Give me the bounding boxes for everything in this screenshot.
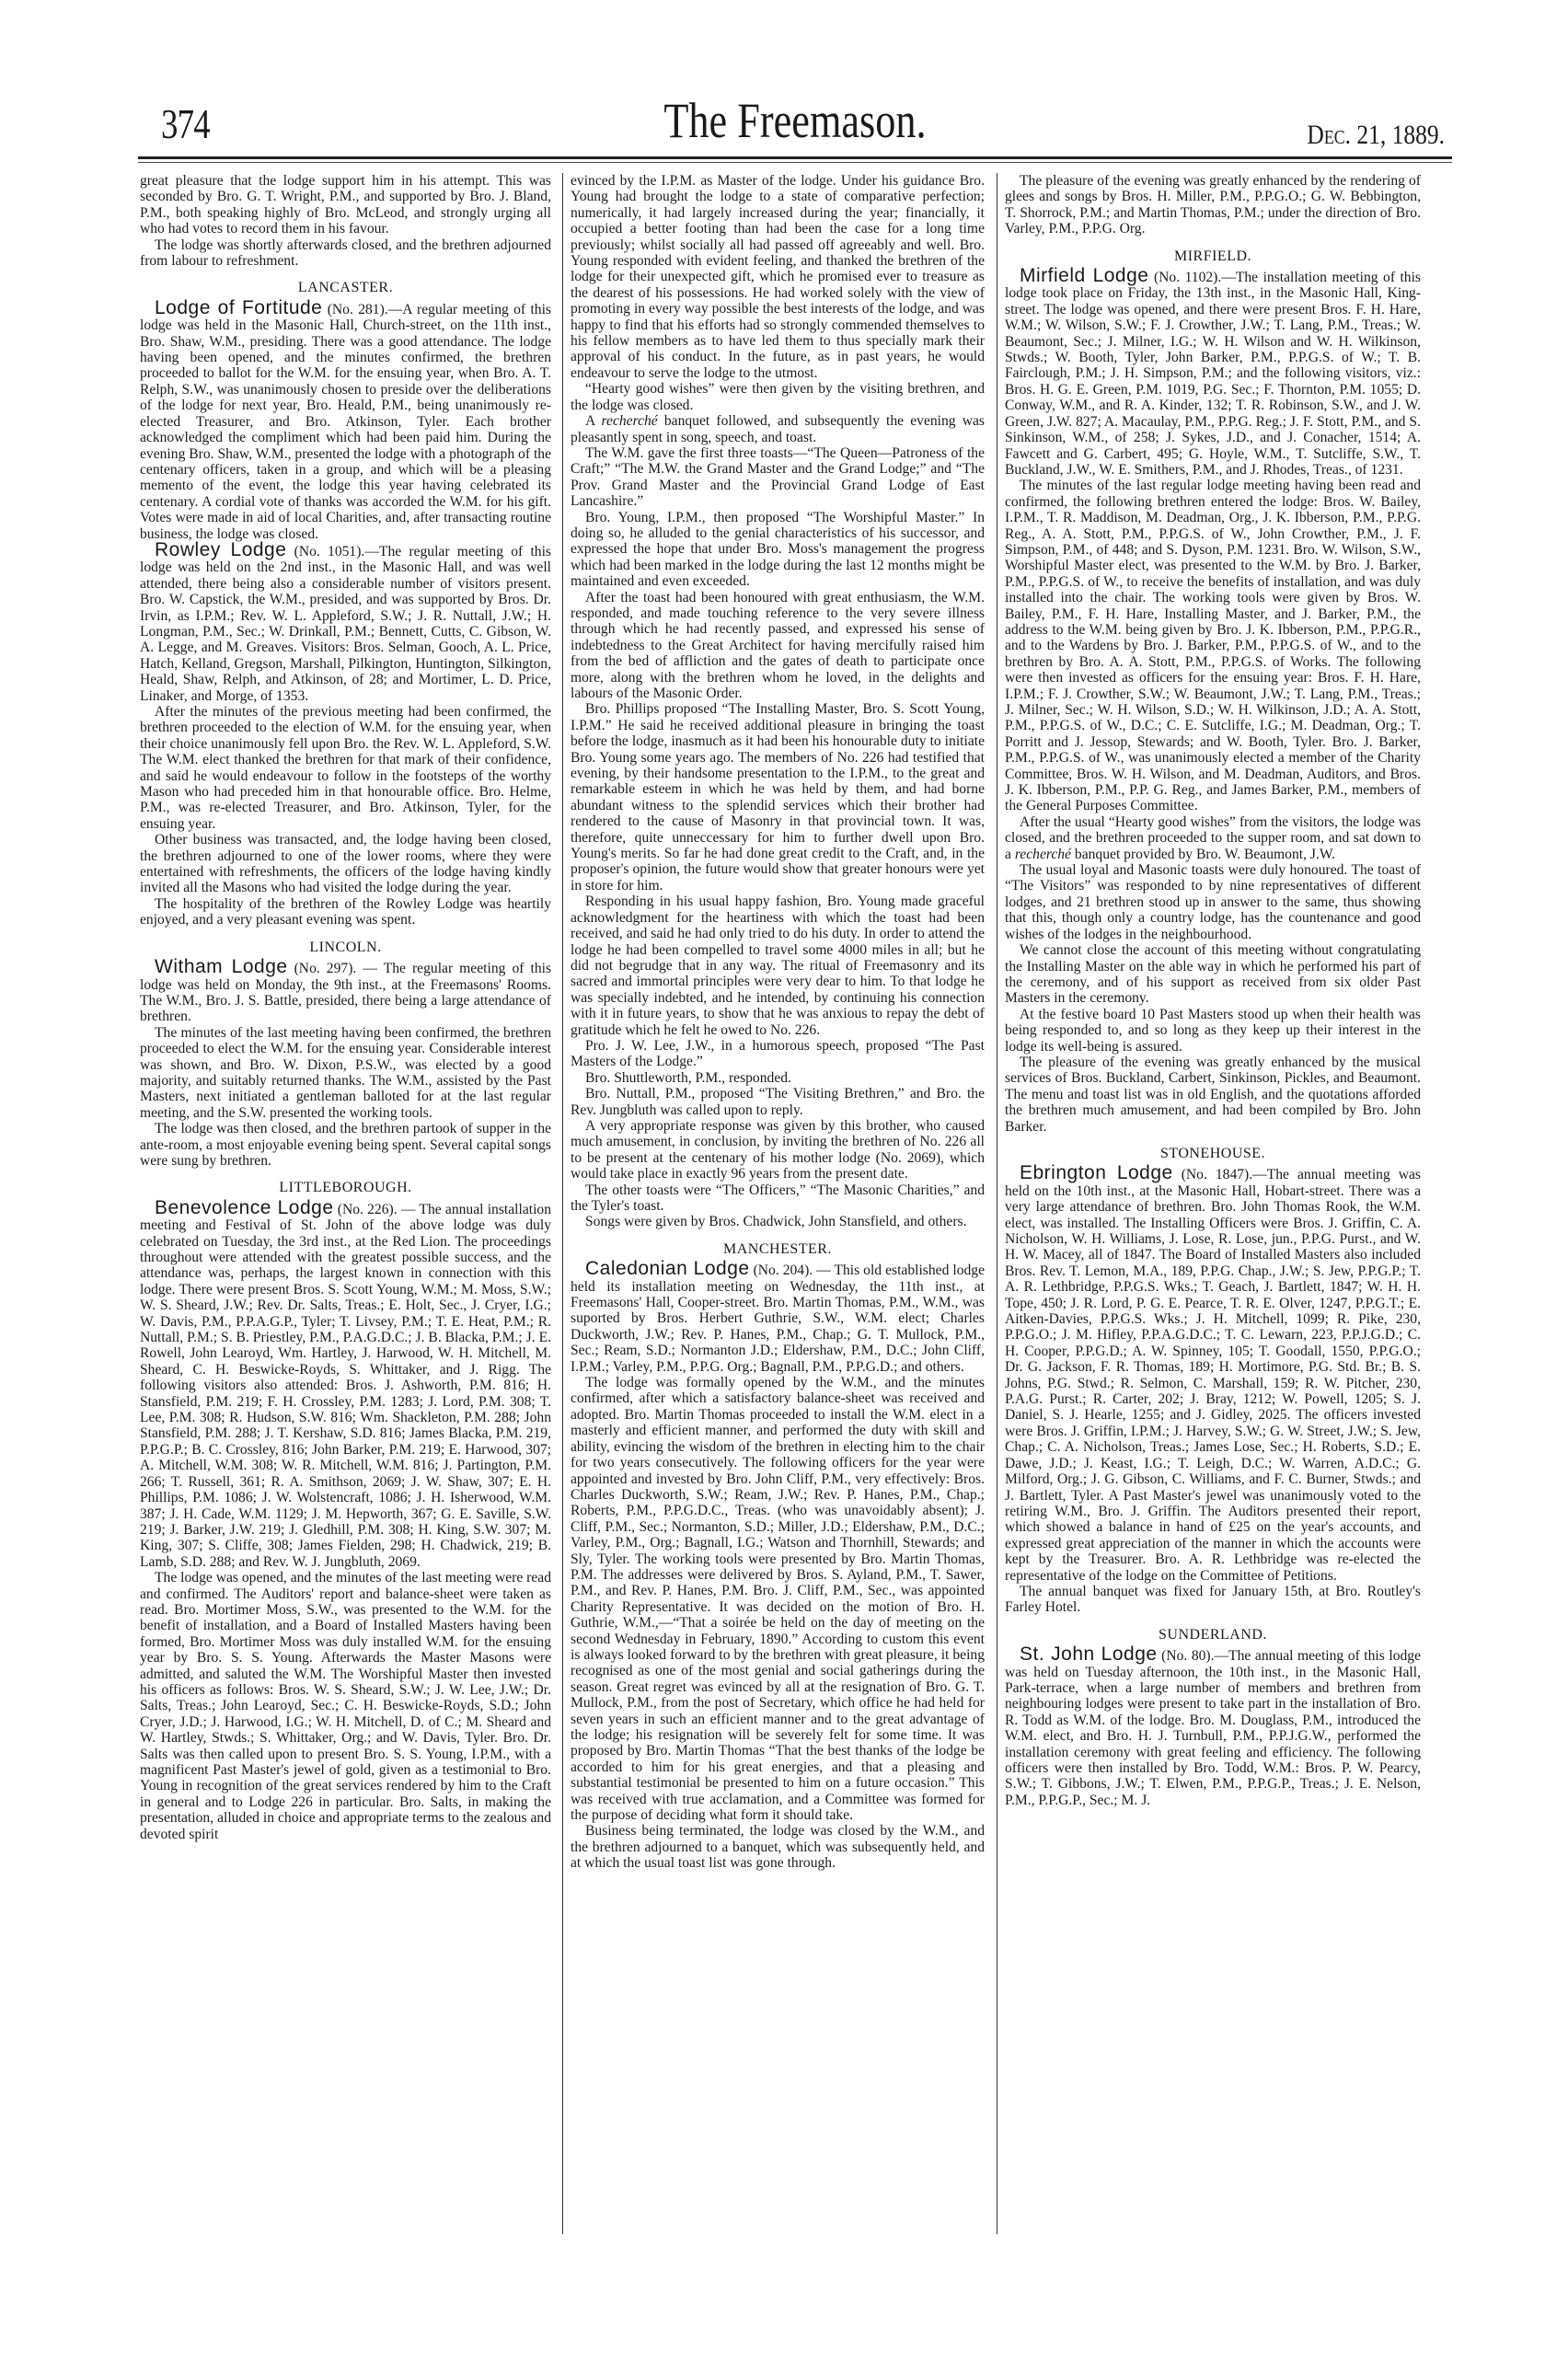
lodge-report bbox=[140, 296, 552, 542]
paragraph: After the toast had been honoured with great enthusiasm, the W.M. responded, and made touching reference to the very severe illness through which he had recently passed, and expressed his sense of indebtedness to the Great Architect for having mercifully raised him from the bed of affliction and the gates of death to participate once more, along with the brethren whom he loved, in the delights and labours of the Masonic Order. bbox=[571, 589, 985, 701]
masthead-rule-thick bbox=[138, 156, 1452, 159]
italic-word: recherché bbox=[601, 413, 658, 430]
paragraph: Bro. Shuttleworth, P.M., responded. bbox=[585, 1069, 791, 1086]
lodge-name: Lodge of Fortitude bbox=[155, 296, 323, 318]
lodge-name: Caledonian Lodge bbox=[585, 1258, 750, 1280]
paragraph: Songs were given by Bros. Chadwick, John Stansfield, and others. bbox=[585, 1214, 967, 1230]
paragraph-text: banquet followed, and subsequently the evening was pleasantly spent in song, speech, and toast. bbox=[571, 413, 985, 445]
paragraph: The usual loyal and Masonic toasts were duly honoured. The toast of “The Visitors” was responded to by nine representatives of different lodges, and 21 brethren stood up in answer to the same, thus showing that this, though only a country lodge, has the countenance and good wishes of the lodges in the neighbourhood. bbox=[1005, 862, 1421, 942]
paragraph bbox=[571, 413, 985, 445]
lodge-report bbox=[140, 538, 551, 704]
place-heading: LINCOLN. bbox=[309, 939, 382, 955]
lodge-name: Witham Lodge bbox=[155, 956, 288, 978]
paragraph: The minutes of the last regular lodge meeting having been read and confirmed, the following brethren entered the lodge: Bros. W. Bailey, I.P.M., T. R. Maddison, M. Deadman, Org., J. K. Ibberson, P.M., P.P.G. Reg., A. A. Stott, P.M., P.P.G.S. of W., John Crowther, P.M., J. F. Simpson, P.M., of 448; and S. Dyson, P.M. 1231. Bro. W. Wilson, S.W., Worshipful Master elect, was presented to the W.M. by Bro. J. Barker, P.M., P.P.G.S. of W., to receive the benefits of installation, and was duly installed into the chair. The working tools were given by Bros. W. Bailey, P.M., F. H. Hare, Installing Master, and J. Barker, P.M., the address to the W.M. being given by Bro. J. K. Ibberson, P.M., P.P.G.R., and to the Wardens by Bro. J. Barker, P.M., P.P.G.S. of W., and to the brethren by Bro. A. A. Stott, P.M., P.P.G.S. of Works. The following were then invested as officers for the ensuing year: Bros. F. H. Hare, I.P.M.; F. J. Crowther, S.W.; W. Beaumont, J.W.; T. Lang, P.M., Treas.; J. Milner, Sec.; W. H. Wilson, S.D.; W. H. Wilkinson, J.D.; A. A. Stott, P.M., P.P.G.S. of W., D.C.; C. E. Sutcliffe, I.G.; M. Deadman, Org.; T. Porritt and J. Jessop, Stewards; and W. Booth, Tyler. Bro. J. Barker, P.M., P.P.G.S. of W., was unanimously elected a member of the Charity Committee, Bros. W. H. Wilson, and M. Deadman, Auditors, and Bros. J. K. Ibberson, P.M., P.P. G. Reg., and James Barker, P.M., members of the General Purposes Committee. bbox=[1005, 478, 1421, 814]
paragraph: Responding in his usual happy fashion, Bro. Young made graceful acknowledgment for the heartiness with which the toast had been received, and said he had only tried to do his duty. In order to attend the lodge he had been compelled to travel some 4000 miles in all; but he did not begrudge that in any way. The ritual of Freemasonry and its sacred and immortal principles were very dear to him. To that lodge he was specially indebted, and he intended, by continuing his connection with it in future years, to show that he was anxious to repay the debt of gratitude which he felt he owed to No. 226. bbox=[571, 894, 985, 1038]
lodge-number: (No. 1102). bbox=[1153, 270, 1222, 286]
paragraph: The W.M. gave the first three toasts—“The Queen—Patroness of the Craft;” “The M.W. the Grand Master and the Grand Lodge;” and “The Prov. Grand Master and the Provincial Grand Lodge of East Lancashire.” bbox=[571, 444, 985, 510]
paragraph: The other toasts were “The Officers,” “The Masonic Charities,” and the Tyler's toast. bbox=[571, 1182, 985, 1214]
lodge-name: Ebrington Lodge bbox=[1020, 1162, 1173, 1184]
paragraph: The lodge was formally opened by the W.M., and the minutes confirmed, after which a satisfactory balance-sheet was received and adopted. Bro. Martin Thomas proceeded to install the W.M. elect in a masterly and efficient manner, and performed the duty with skill and ability, evincing the wisdom of the brethren in electing him to the chair for two years consecutively. The following officers for the year were appointed and invested by Bro. John Cliff, P.M., very effectively: Bros. Charles Duckworth, S.W.; Ream, J.W.; Rev. P. Hanes, P.M., Chap.; Roberts, P.M., P.P.G.D.C., Treas. (who was unavoidably absent); J. Cliff, P.M., Sec.; Normanton, S.D.; Miller, J.D.; Eldershaw, P.M., D.C.; Varley, P.M., Org.; Bagnall, I.G.; Watson and Thornhill, Stewards; and Sly, Tyler. The working tools were presented by Bro. Martin Thomas, P.M. The addresses were delivered by Bros. S. Ayland, P.M., T. Sawer, P.M., and Rev. P. Hanes, P.M. Bro. J. Cliff, P.M., Sec., was appointed Charity Representative. It was decided on the motion of Bro. H. Guthrie, W.M.,—“That a soirée be held on the day of meeting on the second Wednesday in February, 1890.” According to custom this event is always looked forward to by the brethren with great pleasure, it being recognised as one of the most genial and social gatherings during the season. Great regret was evinced by all at the resignation of Bro. G. T. Mullock, P.M., from the post of Secretary, which office he had held for seven years in such an efficient manner and to the great advantage of the lodge; his resignation will be severely felt for some time. It was proposed by Bro. Martin Thomas “That the best thanks of the lodge be accorded to him for his great energies, and that a pleasing and substantial testimonial be presented to him on a future occasion.” This was received with true acclamation, and a Committee was formed for the purpose of deciding what form it should take. bbox=[571, 1375, 985, 1824]
lodge-report-text: —The annual meeting of this lodge was held on Tuesday afternoon, the 10th inst., in the Masonic Hall, Park-terrace, when a large number of members and brethren from neighbouring lodges were present to take part in the installation of Bro. R. Todd as W.M. of the lodge. Bro. M. Douglass, P.M., introduced the W.M. elect, and Bro. H. J. Turnbull, P.M., P.P.J.G.W., performed the installation ceremony with great feeling and efficiency. The following officers were then installed by Bro. Todd, W.M.: Bros. P. W. Pearcy, S.W.; T. Gibbons, J.W.; T. Elwen, P.M., P.P.G.P., Treas.; J. E. Nelson, P.M., P.P.G.P., Sec.; M. J. bbox=[1005, 1648, 1422, 1808]
place-heading: SUNDERLAND. bbox=[1159, 1626, 1267, 1643]
page-number: 374 bbox=[161, 100, 210, 147]
lodge-name: Rowley Lodge bbox=[155, 538, 287, 560]
lodge-number: (No. 80). bbox=[1161, 1648, 1215, 1665]
paragraph-text: After the usual “Hearty good wishes” from the visitors, the lodge was closed, and the brethren proceeded to the supper room, and sat down to a bbox=[1005, 813, 1421, 862]
lodge-name: Mirfield Lodge bbox=[1020, 265, 1149, 287]
paragraph: Business being terminated, the lodge was closed by the W.M., and the brethren adjourned to a banquet, which was subsequently held, and at which the usual toast list was gone through. bbox=[571, 1823, 985, 1872]
column-1 bbox=[140, 173, 551, 1842]
newspaper-title: The Freemason. bbox=[663, 93, 927, 148]
column-divider bbox=[562, 173, 563, 2234]
lodge-report bbox=[140, 956, 552, 1025]
masthead bbox=[138, 92, 1452, 156]
paragraph: Bro. Young, I.P.M., then proposed “The Worshipful Master.” In doing so, he alluded to the genial characteristics of his successor, and expressed the hope that under Bro. Moss's management the progress which had been marked in the lodge during the last 12 months might be maintained and even exceeded. bbox=[571, 509, 985, 590]
place-heading: STONEHOUSE. bbox=[1159, 1145, 1266, 1161]
lodge-number: (No. 226). bbox=[337, 1201, 398, 1217]
italic-word: recherché bbox=[1014, 846, 1072, 862]
lodge-report bbox=[1005, 1162, 1421, 1584]
lodge-report-text: —The annual meeting was held on the 10th inst., at the Masonic Hall, Hobart-street. There was a very large attendance of brethren. Bro. John Thomas Rook, the W.M. elect, was installed. The Installing Officers were Bros. J. Griffin, C. A. Nicholson, W. H. Williams, J. Lose, R. Lose, jun., P.P.G. Purst., and W. H. W. Macey, all of 1847. The Board of Installed Masters also included Bros. Rev. T. Lemon, M.A., 189, P.P.G. Chap., J.W.; S. Jew, P.P.G.P.; T. A. R. Lethbridge, P.P.G.S. Wks.; T. Geach, J. Bartlett, 1847; W. H. H. Tope, 450; J. R. Lord, P. G. E. Pearce, T. R. E. Olver, 1247, P.P.G.T.; E. Aitken-Davies, P.P.G.S. Wks.; J. H. Mitchell, 1099; R. Pike, 230, P.P.G.O.; J. M. Hifley, P.P.A.G.D.C.; T. C. Lewarn, 223, P.P.J.G.D.; C. H. Cooper, P.P.G.D.; A. W. Spinney, 105; T. Goodall, 1550, P.P.G.O.; Dr. G. Jackson, F. R. Thomas, 189; H. Mortimore, P.G. Std. Br.; B. S. Johns, P.G. Stwd.; R. Selmon, C. Marshall, 159; R. W. Pitcher, 230, P.A.G. Purst.; R. Carter, 202; J. Bray, 1212; W. Powell, 1205; S. J. Daniel, S. J. Hearle, 1255; and J. Gidley, 2025. The officers invested were Bros. J. Griffin, I.P.M.; J. Harvey, S.W.; G. W. Street, J.W.; S. Jew, Chap.; C. A. Nicholson, Treas.; James Lose, Sec.; H. Roberts, S.D.; E. Dawe, J.D.; J. Keast, I.G.; T. Leigh, D.C.; W. Warren, A.D.C.; G. Milford, Org.; J. G. Gibson, C. Williams, and F. C. Burner, Stwds.; and J. Bartlett, Tyler. A Past Master's jewel was unanimously voted to the retiring W.M., Bro. J. Griffin. The Auditors presented their report, which showed a balance in hand of £25 on the year's accounts, and expressed great appreciation of the manner in which the accounts were kept by the Treasurer. Bro. A. R. Lethbridge was re-elected the representative of the lodge on the Committee of Petitions. bbox=[1005, 1167, 1421, 1584]
paragraph: A very appropriate response was given by this brother, who caused much amusement, in conclusion, by inviting the brethren of No. 226 all to be present at the centenary of his mother lodge (No. 2069), which would take place in exactly 96 years from the present date. bbox=[571, 1117, 985, 1182]
paragraph: The pleasure of the evening was greatly enhanced by the musical services of Bros. Buckland, Carbert, Sinkinson, Pickles, and Beaumont. The menu and toast list was in old English, and the quotations afforded the brethren much amusement, and had been compiled by Bro. John Barker. bbox=[1005, 1054, 1421, 1135]
paragraph: At the festive board 10 Past Masters stood up when their health was being responded to, and so long as they keep up their interest in the lodge its well-being is assured. bbox=[1005, 1006, 1421, 1055]
lodge-report bbox=[571, 1258, 986, 1375]
lodge-report-text: —A regular meeting of this lodge was held in the Masonic Hall, Church-street, on the 11th inst., Bro. Shaw, W.M., presiding. There was a good attendance. The lodge having been opened, and the minutes confirmed, the brethren proceeded to ballot for the W.M. for the ensuing year, when Bro. A. T. Relph, S.W., was unanimously chosen to preside over the deliberations of the lodge for next year, Bro. Heald, P.M., being unanimously re-elected Treasurer, and Bro. Atkinson, Tyler. Each brother acknowledged the compliment which had been paid him. During the evening Bro. Shaw, W.M., presented the lodge with a photograph of the centenary officers, taken in a group, and which will be a pleasing memento of the event, the lodge this year having celebrated its centenary. A cordial vote of thanks was accorded the W.M. for his gift. Votes were made in aid of local Charities, and, after transacting routine business, the lodge was closed. bbox=[140, 301, 552, 542]
paragraph: “Hearty good wishes” were then given by the visiting brethren, and the lodge was closed. bbox=[571, 381, 985, 413]
lodge-number: (No. 297). bbox=[294, 961, 357, 977]
paragraph: The lodge was then closed, and the brethren partook of supper in the ante-room, a most enjoyable evening being spent. Several capital songs were sung by brethren. bbox=[140, 1121, 551, 1169]
lodge-number: (No. 204). bbox=[753, 1263, 813, 1279]
place-heading: LANCASTER. bbox=[297, 280, 394, 296]
lodge-number: (No. 1051). bbox=[294, 543, 365, 559]
paragraph: evinced by the I.P.M. as Master of the lodge. Under his guidance Bro. Young had brought the lodge to a state of comparative perfection; numerically, it had largely increased during the year; financially, it occupied a better footing than had been the case for a long time previously; whilst socially all had passed off agreeably and well. Bro. Young responded with evident feeling, and thanked the brethren of the lodge for their unexpected gift, which he promised ever to treasure as the dearest of his possessions. He had worked solely with the view of promoting in every way possible the best interests of the lodge, and was happy to find that his efforts had so strongly commended themselves to his fellow members as to have led them to thus specially mark their approval of his conduct. In the future, as in past years, he would endeavour to serve the lodge to the utmost. bbox=[571, 173, 985, 381]
paragraph: The annual banquet was fixed for January 15th, at Bro. Routley's Farley Hotel. bbox=[1005, 1583, 1421, 1616]
lodge-report-text: — The regular meeting of this lodge was held on Monday, the 9th inst., at the Freemasons' Rooms. The W.M., Bro. J. S. Battle, presided, there being a large attendance of brethren. bbox=[140, 961, 552, 1025]
lodge-name: Benevolence Lodge bbox=[155, 1196, 334, 1218]
paragraph: We cannot close the account of this meeting without congratulating the Installing Master on the able way in which he performed his part of the ceremony, and of his support as received from six older Past Masters in the ceremony. bbox=[1005, 942, 1421, 1007]
place-heading: MIRFIELD. bbox=[1173, 248, 1252, 264]
paragraph bbox=[1005, 814, 1421, 862]
paragraph: Pro. J. W. Lee, J.W., in a humorous speech, proposed “The Past Masters of the Lodge.” bbox=[571, 1037, 985, 1070]
paragraph: great pleasure that the lodge support him in his attempt. This was seconded by Bro. G. T. Wright, P.M., and supported by Bro. J. Bland, P.M., both speaking highly of Bro. McLeod, and strongly urging all who had votes to record them in his favour. bbox=[140, 173, 551, 237]
paragraph: The lodge was opened, and the minutes of the last meeting were read and confirmed. The Auditors' report and balance-sheet were taken as read. Bro. Mortimer Moss, S.W., was presented to the W.M. for the benefit of installation, and a Board of Installed Masters having been formed, Bro. Mortimer Moss was duly installed W.M. for the ensuing year by Bro. S. S. Young. Afterwards the Master Masons were admitted, and saluted the W.M. The Worshipful Master then invested his officers as follows: Bros. W. S. Sheard, S.W.; J. W. Lee, J.W.; Dr. Salts, Treas.; John Learoyd, Sec.; C. H. Beswicke-Royds, S.D.; John Cryer, J.D.; J. Harwood, I.G.; W. H. Mitchell, D. of C.; M. Sheard and W. Hartley, Stwds.; S. Whittaker, Org.; and W. Davis, Tyler. Bro. Dr. Salts was then called upon to present Bro. S. S. Young, I.P.M., with a magnificent Past Master's jewel of gold, given as a testimonial to Bro. Young in recognition of the great services rendered by him to the Craft in general and to Lodge 226 in particular. Bro. Salts, in making the presentation, alluded in choice and appropriate terms to the zealous and devoted spirit bbox=[140, 1570, 551, 1842]
lodge-number: (No. 1847). bbox=[1181, 1167, 1253, 1183]
lodge-number: (No. 281). bbox=[327, 301, 388, 317]
paragraph: Bro. Nuttall, P.M., proposed “The Visiting Brethren,” and Bro. the Rev. Jungbluth was called upon to reply. bbox=[571, 1086, 985, 1118]
lodge-report-text: —The installation meeting of this lodge took place on Friday, the 13th inst., in the Masonic Hall, King-street. The lodge was opened, and there were present Bros. F. H. Hare, W.M.; W. Wilson, S.W.; F. J. Crowther, J.W.; T. Lang, P.M., Treas.; W. Beaumont, Sec.; J. Milner, I.G.; W. H. Wilson and W. H. Wilkinson, Stwds.; W. Booth, Tyler, John Barker, P.M., P.P.G.S. of W.; T. B. Fairclough, P.M.; J. H. Simpson, P.M.; and the following visitors, viz.: Bros. H. G. E. Green, P.M. 1019, P.G. Sec.; F. Thornton, P.M. 1055; D. Conway, W.M., and R. A. Kinder, 132; T. R. Robinson, S.W., and J. W. Green, J.W. 827; A. Macaulay, P.M., P.P.G. Reg.; J. F. Stott, P.M., and S. Sinkinson, W.M., of 258; J. Sykes, J.D., and J. Conacher, 1514; A. Fawcett and G. Carbert, 495; G. Hoyle, W.M., T. Sutcliffe, S.W., T. Buckland, J.W., W. E. Smithers, P.M., and J. Rhodes, Treas., of 1231. bbox=[1005, 270, 1422, 478]
place-heading: MANCHESTER. bbox=[723, 1240, 832, 1257]
masthead-rule-thin bbox=[138, 162, 1452, 163]
lodge-report bbox=[1005, 1643, 1422, 1808]
place-heading: LITTLEBOROUGH. bbox=[279, 1180, 412, 1196]
issue-date: Dec. 21, 1889. bbox=[1307, 120, 1445, 150]
paragraph: Bro. Phillips proposed “The Installing Master, Bro. S. Scott Young, I.P.M.” He said he received additional pleasure in bringing the toast before the lodge, inasmuch as it had been his honourable duty to initiate Bro. Young some years ago. The members of No. 226 had testified that evening, by their handsome presentation to the I.P.M., to the great and remarkable esteem in which he was held by them, and had borne abundant witness to the splendid services which their brother had rendered to the cause of Masonry in that provincial town. It was, therefore, quite unneccessary for him to further dwell upon Bro. Young's merits. So far he had done great credit to the Craft, and, in the proposer's opinion, the future would show that greater honours were yet in store for him. bbox=[571, 701, 985, 894]
paragraph: Other business was transacted, and, the lodge having been closed, the brethren adjourned to one of the lower rooms, where they were entertained with refreshments, the officers of the lodge having kindly invited all the Masons who had visited the lodge during the year. bbox=[140, 832, 551, 896]
column-2 bbox=[571, 173, 985, 1872]
paragraph: The pleasure of the evening was greatly enhanced by the rendering of glees and songs by Bros. H. Miller, P.M., P.P.G.O.; G. W. Bebbington, T. Shorrock, P.M.; and Martin Thomas, P.M.; under the direction of Bro. Varley, P.M., P.P.G. Org. bbox=[1005, 173, 1421, 237]
lodge-report bbox=[140, 1196, 551, 1570]
lodge-report-text: — This old established lodge held its installation meeting on Wednesday, the 11th inst., at Freemasons' Hall, Cooper-street. Bro. Martin Thomas, P.M., W.M., was suported by Bros. Herbert Guthrie, S.W., W.M. elect; Charles Duckworth, J.W.; Rev. P. Hanes, P.M., Chap.; G. T. Mullock, P.M., Sec.; Ream, S.D.; Normanton J.D.; Eldershaw, P.M., D.C.; John Cliff, I.P.M.; Varley, P.M., P.P.G. Org.; Bagnall, P.M., P.P.G.D.; and others. bbox=[571, 1263, 986, 1375]
paragraph: The hospitality of the brethren of the Rowley Lodge was heartily enjoyed, and a very pleasant evening was spent. bbox=[140, 895, 551, 928]
column-3 bbox=[1005, 173, 1421, 1808]
lodge-report-text: —The regular meeting of this lodge was held on the 2nd inst., in the Masonic Hall, and was well attended, there being also a considerable number of visitors present. Bro. W. Capstick, the W.M., presided, and was supported by Bros. Dr. Irvin, as I.P.M.; Rev. W. L. Appleford, S.W.; J. R. Nuttall, J.W.; H. Longman, P.M., Sec.; W. Drinkall, P.M.; Bennett, Cutts, C. Gibson, W. A. Legge, and M. Greaves. Visitors: Bros. Selman, Gooch, A. L. Price, Hatch, Kelland, Gregson, Marshall, Pilkington, Huntington, Silkington, Heald, Shaw, Relph, and Atkinson, of 28; and Mortimer, L. D. Price, Linaker, and Morge, of 1353. bbox=[140, 543, 551, 704]
lodge-name: St. John Lodge bbox=[1020, 1643, 1158, 1666]
paragraph-text: A bbox=[585, 413, 602, 430]
paragraph-text: banquet provided by Bro. W. Beaumont, J.W. bbox=[1071, 846, 1336, 862]
paragraph: The minutes of the last meeting having been confirmed, the brethren proceeded to elect the W.M. for the ensuing year. Considerable interest was shown, and Bro. W. Dixon, P.S.W., was elected by a good majority, and suitably returned thanks. The W.M., assisted by the Past Masters, next initiated a gentleman balloted for at the last regular meeting, and the S.W. presented the working tools. bbox=[140, 1024, 551, 1121]
paragraph: After the minutes of the previous meeting had been confirmed, the brethren proceeded to the election of W.M. for the ensuing year, when their choice unanimously fell upon Bro. the Rev. W. L. Appleford, S.W. The W.M. elect thanked the brethren for that mark of their confidence, and said he would endeavour to follow in the footsteps of the worthy Mason who had preceded him in that honourable office. Bro. Helme, P.M., was re-elected Treasurer, and Bro. Atkinson, Tyler, for the ensuing year. bbox=[140, 704, 551, 832]
lodge-report-text: — The annual installation meeting and Festival of St. John of the above lodge was duly celebrated on Tuesday, the 3rd inst., at the Red Lion. The proceedings throughout were attended with the greatest possible success, and the attendance was, perhaps, the largest known in connection with this lodge. There were present Bros. S. Scott Young, W.M.; M. Moss, S.W.; W. S. Sheard, J.W.; Rev. Dr. Salts, Treas.; E. Holt, Sec., J. Cryer, I.G.; W. Davis, P.M., P.P.A.G.P., Tyler; T. Livsey, P.M.; T. E. Heat, P.M.; R. Nuttall, P.M.; S. B. Priestley, P.M., P.A.G.D.C.; J. B. Blacka, P.M.; J. E. Rowell, John Learoyd, Wm. Hartley, J. Harwood, W. H. Mitchell, M. Sheard, C. H. Beswicke-Royds, S. Whittaker, and J. Rigg. The following visitors also attended: Bros. J. Ashworth, P.M. 816; H. Stansfield, P.M. 219; F. H. Crossley, P.M. 1283; J. Lord, P.M. 308; T. Lee, P.M. 308; R. Hudson, S.W. 816; Wm. Shackleton, P.M. 288; John Stansfield, P.M. 288; J. T. Kershaw, S.D. 816; James Blacka, P.M. 219, P.P.G.P.; B. C. Crossley, 816; John Barker, P.M. 219; E. Harwood, 307; A. Mitchell, W.M. 308; W. R. Mitchell, W.M. 816; J. Partington, P.M. 266; T. Russell, 361; R. A. Smithson, 2069; J. W. Shaw, 307; E. H. Phillips, P.M. 1086; J. W. Wolstencraft, 1086; J. H. Isherwood, W.M. 387; J. H. Cade, W.M. 1129; J. M. Hepworth, 367; G. E. Saville, S.W. 219; J. Barker, J.W. 219; J. Gledhill, P.M. 308; H. King, S.W. 307; M. King, 307; S. Cliffe, 308; James Fielden, 298; H. Chadwick, 219; B. Lamb, S.D. 288; and Rev. W. J. Jungbluth, 2069. bbox=[140, 1201, 551, 1570]
lodge-report bbox=[1005, 265, 1422, 478]
paragraph: The lodge was shortly afterwards closed, and the brethren adjourned from labour to refreshment. bbox=[140, 236, 551, 270]
